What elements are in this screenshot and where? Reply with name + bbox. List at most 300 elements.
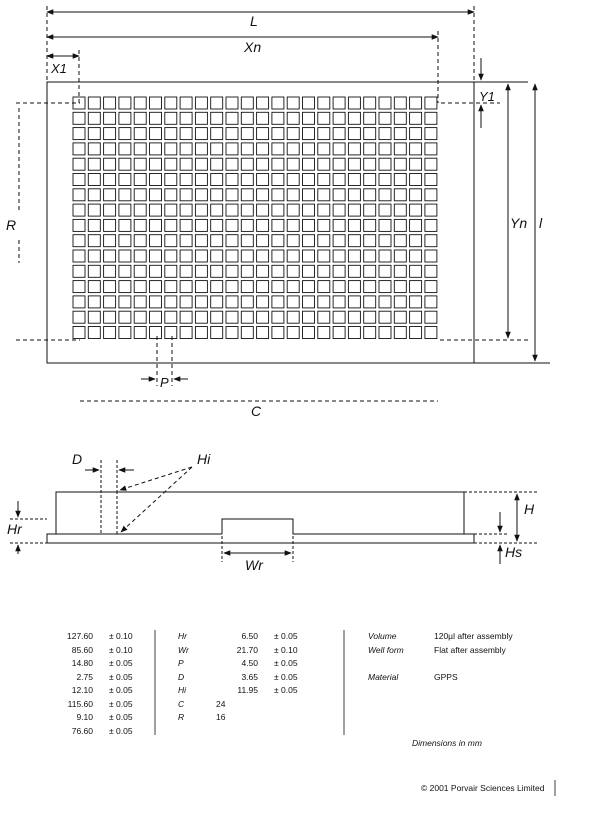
spec-value: 12.10 (71, 685, 93, 695)
well (104, 143, 116, 155)
well (150, 265, 162, 277)
well (150, 189, 162, 201)
well (73, 235, 85, 247)
well (379, 128, 391, 140)
well (104, 174, 116, 186)
well (73, 112, 85, 124)
well (425, 219, 437, 231)
well (150, 158, 162, 170)
well (180, 311, 192, 323)
well (272, 189, 284, 201)
spec-value: Flat after assembly (434, 644, 506, 655)
well (73, 219, 85, 231)
well (333, 143, 345, 155)
spec-column-2 (178, 630, 298, 725)
well (410, 128, 422, 140)
well (241, 265, 253, 277)
well (425, 296, 437, 308)
well (410, 97, 422, 109)
well (303, 250, 315, 262)
spec-row (38, 630, 133, 644)
well (303, 219, 315, 231)
well (364, 204, 376, 216)
well (180, 235, 192, 247)
well (410, 204, 422, 216)
well (195, 235, 207, 247)
well (333, 265, 345, 277)
well (150, 281, 162, 293)
well (104, 204, 116, 216)
well (88, 265, 100, 277)
spec-row (38, 657, 133, 671)
well (303, 189, 315, 201)
well (379, 174, 391, 186)
well-section (101, 492, 117, 534)
well (241, 311, 253, 323)
well (88, 97, 100, 109)
well (73, 327, 85, 339)
well (257, 128, 269, 140)
well (364, 189, 376, 201)
well (287, 311, 299, 323)
well (134, 128, 146, 140)
well (272, 143, 284, 155)
well (195, 327, 207, 339)
well (195, 128, 207, 140)
spec-row (178, 684, 298, 698)
well (303, 204, 315, 216)
well (394, 112, 406, 124)
well (241, 250, 253, 262)
well (394, 296, 406, 308)
well (241, 112, 253, 124)
well (272, 128, 284, 140)
spec-row (368, 657, 513, 671)
well (226, 327, 238, 339)
well (165, 281, 177, 293)
well (180, 143, 192, 155)
well (364, 174, 376, 186)
spec-tolerance: ± 0.10 (109, 631, 133, 641)
well (195, 143, 207, 155)
well (410, 112, 422, 124)
well (88, 250, 100, 262)
spec-value: 120µl after assembly (434, 631, 513, 641)
spec-value: 21.70 (236, 644, 258, 655)
well (348, 235, 360, 247)
well (257, 311, 269, 323)
well (165, 189, 177, 201)
spec-value: 127.60 (67, 631, 93, 641)
well (150, 311, 162, 323)
well (318, 143, 330, 155)
spec-row (178, 711, 298, 725)
well (119, 281, 131, 293)
label-Hr: Hr (7, 521, 22, 537)
well (241, 128, 253, 140)
well (134, 327, 146, 339)
well (241, 97, 253, 109)
well (73, 143, 85, 155)
well (165, 311, 177, 323)
well (104, 250, 116, 262)
well (195, 219, 207, 231)
spec-tolerance: ± 0.05 (274, 631, 298, 641)
well (165, 158, 177, 170)
well (410, 189, 422, 201)
spec-row (178, 671, 298, 685)
well (104, 327, 116, 339)
spec-tolerance: ± 0.05 (109, 725, 133, 736)
well (333, 128, 345, 140)
well (425, 265, 437, 277)
well (119, 128, 131, 140)
well (287, 143, 299, 155)
well (364, 219, 376, 231)
well (410, 235, 422, 247)
well (287, 265, 299, 277)
well (104, 296, 116, 308)
well (134, 97, 146, 109)
well (73, 128, 85, 140)
well (88, 327, 100, 339)
well (226, 174, 238, 186)
well (333, 158, 345, 170)
well (134, 281, 146, 293)
well (333, 97, 345, 109)
label-Xn: Xn (244, 39, 262, 55)
well (333, 311, 345, 323)
well (134, 250, 146, 262)
well (379, 296, 391, 308)
well (303, 128, 315, 140)
well (211, 250, 223, 262)
label-W: l (539, 215, 543, 231)
spec-symbol: Hr (178, 631, 187, 641)
well (134, 112, 146, 124)
well (318, 158, 330, 170)
well (379, 281, 391, 293)
well (134, 158, 146, 170)
well (272, 296, 284, 308)
spec-tolerance: ± 0.05 (109, 658, 133, 668)
label-Wr: Wr (245, 557, 263, 573)
spec-tolerance: ± 0.05 (109, 698, 133, 709)
well (226, 250, 238, 262)
spec-tolerance: ± 0.05 (109, 671, 133, 682)
well (394, 327, 406, 339)
well (287, 158, 299, 170)
top-view (16, 6, 550, 401)
well (394, 235, 406, 247)
well (303, 97, 315, 109)
well (394, 311, 406, 323)
spec-tolerance: ± 0.10 (274, 644, 298, 655)
well (287, 250, 299, 262)
well (150, 235, 162, 247)
well (134, 204, 146, 216)
well (364, 97, 376, 109)
well (195, 296, 207, 308)
well (134, 219, 146, 231)
well (150, 296, 162, 308)
well (272, 235, 284, 247)
well (165, 219, 177, 231)
well (379, 265, 391, 277)
label-C: C (251, 403, 262, 419)
spec-row (38, 644, 133, 658)
well (379, 189, 391, 201)
well (73, 265, 85, 277)
label-L: L (250, 13, 258, 29)
well (241, 281, 253, 293)
well (150, 250, 162, 262)
spec-value: 16 (216, 712, 226, 722)
well (318, 250, 330, 262)
well (257, 158, 269, 170)
well (73, 296, 85, 308)
well (211, 219, 223, 231)
well (333, 281, 345, 293)
dimensions-note: Dimensions in mm (412, 738, 482, 748)
well (379, 143, 391, 155)
spec-column-1 (38, 630, 133, 738)
well (119, 158, 131, 170)
well (272, 112, 284, 124)
well (195, 189, 207, 201)
well (318, 281, 330, 293)
spec-value: 9.10 (76, 712, 93, 722)
well (303, 143, 315, 155)
spec-row (368, 644, 513, 658)
well (287, 296, 299, 308)
well (379, 158, 391, 170)
well (241, 143, 253, 155)
well (257, 204, 269, 216)
well (364, 327, 376, 339)
well (211, 281, 223, 293)
spec-value: 14.80 (71, 658, 93, 668)
well (348, 143, 360, 155)
spec-label (368, 657, 434, 671)
well (318, 112, 330, 124)
well (394, 204, 406, 216)
well (303, 296, 315, 308)
well (88, 219, 100, 231)
well-grid (73, 97, 437, 339)
well (272, 204, 284, 216)
spec-tolerance: ± 0.10 (109, 644, 133, 655)
well (195, 158, 207, 170)
spec-row (178, 698, 298, 712)
well (333, 250, 345, 262)
well (287, 219, 299, 231)
well (180, 265, 192, 277)
well (287, 281, 299, 293)
well (333, 296, 345, 308)
well (226, 235, 238, 247)
spec-value: 76.60 (71, 725, 93, 736)
well (134, 189, 146, 201)
well (348, 219, 360, 231)
well (257, 296, 269, 308)
well (348, 265, 360, 277)
well (272, 265, 284, 277)
well (348, 128, 360, 140)
well (119, 219, 131, 231)
well (348, 296, 360, 308)
well (211, 296, 223, 308)
well (394, 250, 406, 262)
spec-value: 11.95 (237, 685, 258, 695)
well (180, 158, 192, 170)
well (257, 281, 269, 293)
well (134, 235, 146, 247)
spec-row (38, 671, 133, 685)
well (211, 174, 223, 186)
spec-row (38, 684, 133, 698)
well (88, 143, 100, 155)
spec-symbol: P (178, 658, 184, 668)
well (73, 250, 85, 262)
well (119, 327, 131, 339)
well (104, 97, 116, 109)
well (425, 158, 437, 170)
well (211, 158, 223, 170)
well (257, 97, 269, 109)
well (257, 250, 269, 262)
well (241, 189, 253, 201)
well (211, 204, 223, 216)
spec-label: Material (368, 671, 399, 682)
well (73, 174, 85, 186)
well (333, 174, 345, 186)
well (425, 281, 437, 293)
well (364, 143, 376, 155)
well (104, 219, 116, 231)
well (195, 311, 207, 323)
well (119, 311, 131, 323)
well (318, 204, 330, 216)
well (394, 281, 406, 293)
well (318, 265, 330, 277)
well (180, 189, 192, 201)
well (180, 281, 192, 293)
spec-symbol: Hi (178, 685, 187, 695)
label-P: P (160, 375, 169, 390)
copyright-text: © 2001 Porvair Sciences Limited (421, 783, 545, 793)
well (119, 143, 131, 155)
well (241, 219, 253, 231)
well (119, 265, 131, 277)
well (104, 112, 116, 124)
spec-value: 3.65 (241, 671, 258, 682)
well (150, 128, 162, 140)
well (394, 189, 406, 201)
well (394, 174, 406, 186)
well (226, 265, 238, 277)
well (333, 235, 345, 247)
well (318, 189, 330, 201)
well (104, 235, 116, 247)
spec-row (368, 671, 513, 685)
spec-symbol: C (178, 698, 185, 709)
well (287, 112, 299, 124)
well (410, 265, 422, 277)
well (73, 281, 85, 293)
well (165, 204, 177, 216)
well (195, 204, 207, 216)
spec-tolerance: ± 0.05 (109, 685, 133, 695)
label-Hs: Hs (505, 544, 523, 560)
well (180, 204, 192, 216)
well (180, 296, 192, 308)
spec-tolerance: ± 0.05 (274, 685, 298, 695)
well (226, 143, 238, 155)
well (333, 204, 345, 216)
spec-value: 115.60 (67, 698, 93, 709)
well (425, 311, 437, 323)
well (364, 235, 376, 247)
well (211, 327, 223, 339)
well (211, 265, 223, 277)
well (272, 311, 284, 323)
well (394, 128, 406, 140)
well (241, 158, 253, 170)
well (318, 311, 330, 323)
well (318, 296, 330, 308)
well (303, 158, 315, 170)
spec-label: Volume (368, 631, 397, 641)
well (180, 97, 192, 109)
well (195, 250, 207, 262)
well (104, 265, 116, 277)
well (73, 158, 85, 170)
spec-value: GPPS (434, 671, 458, 682)
label-X1: X1 (51, 61, 67, 76)
well (410, 174, 422, 186)
well (88, 281, 100, 293)
well (303, 327, 315, 339)
well (257, 265, 269, 277)
spec-label: Well form (368, 644, 404, 655)
well (333, 189, 345, 201)
well (226, 219, 238, 231)
well (257, 189, 269, 201)
label-Y1: Y1 (479, 89, 495, 104)
well (364, 311, 376, 323)
well (272, 174, 284, 186)
well (119, 296, 131, 308)
well (241, 296, 253, 308)
well (88, 204, 100, 216)
well (303, 281, 315, 293)
well (211, 112, 223, 124)
well (195, 97, 207, 109)
well (211, 128, 223, 140)
well (195, 281, 207, 293)
well (348, 250, 360, 262)
label-Yn: Yn (510, 215, 528, 231)
well (150, 143, 162, 155)
spec-column-3 (368, 630, 513, 684)
well (180, 128, 192, 140)
well (88, 174, 100, 186)
well (150, 112, 162, 124)
label-H: H (524, 501, 535, 517)
well (104, 128, 116, 140)
well (364, 250, 376, 262)
